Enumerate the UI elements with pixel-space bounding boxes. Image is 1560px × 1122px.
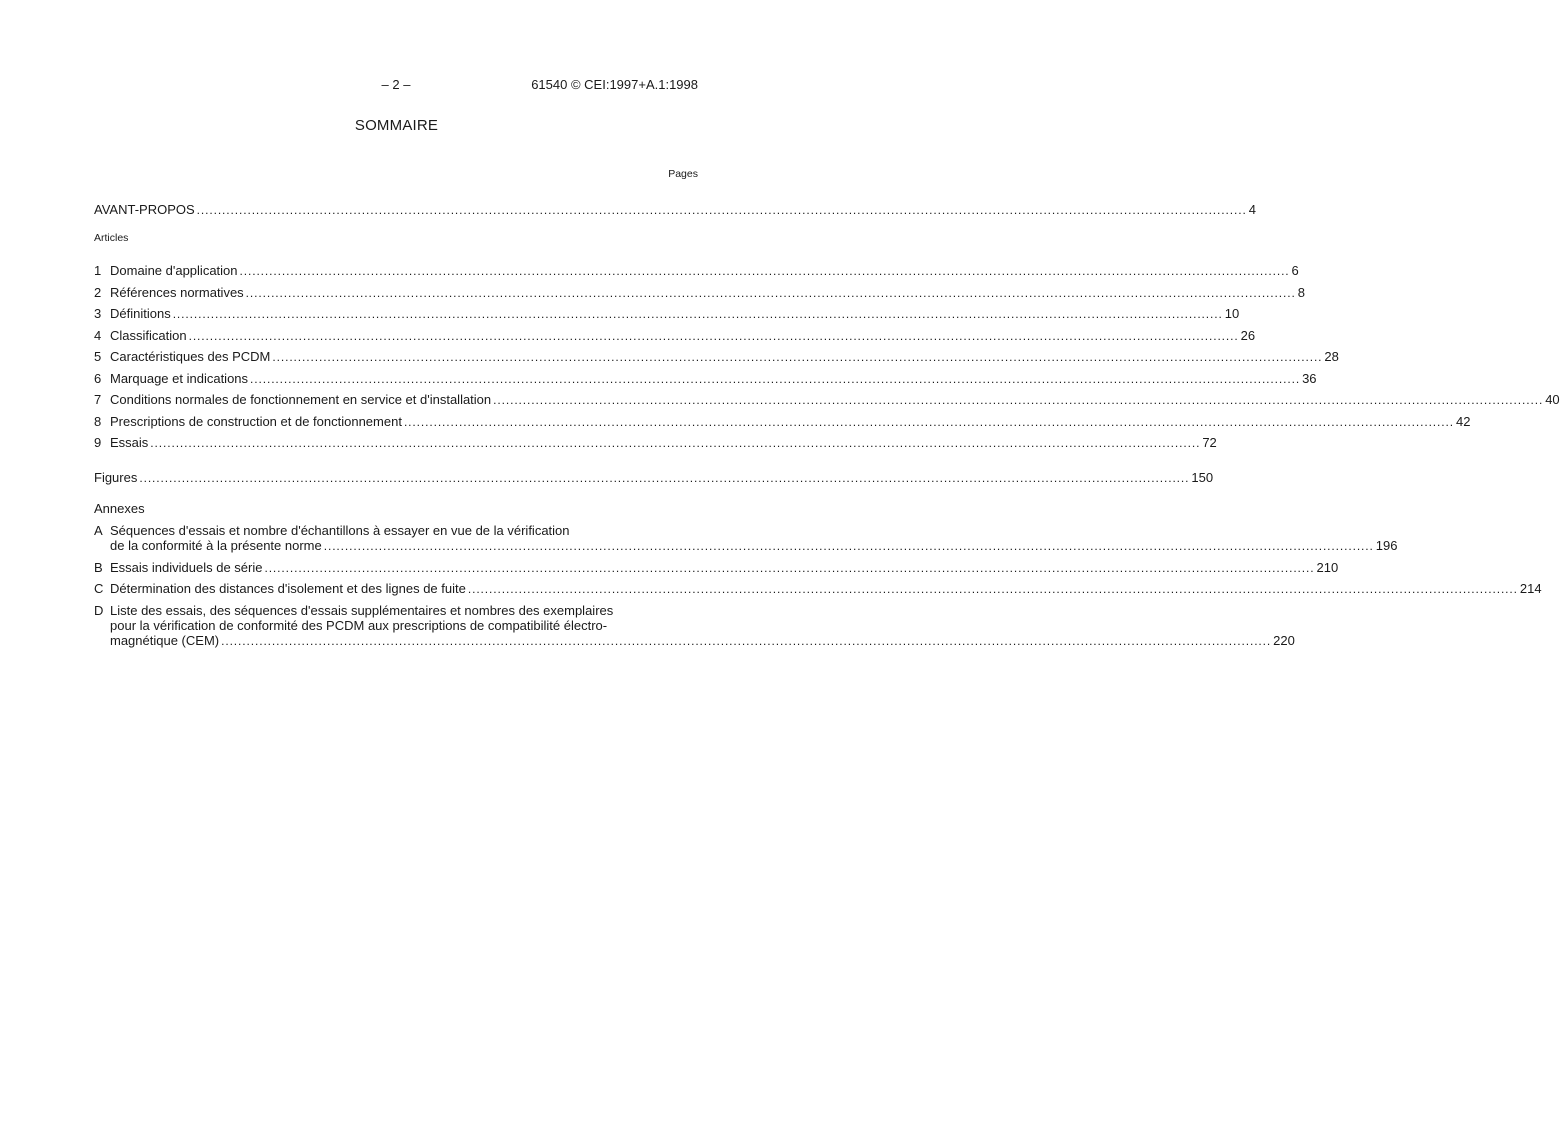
toc-entry-label: Prescriptions de construction et de fonctionnement [110,413,402,429]
dot-leader [272,349,1322,365]
toc-entry-page: 210 [1316,560,1339,575]
annex-letter: B [94,560,103,575]
article-number: 7 [94,392,102,407]
dot-leader [150,435,1200,451]
toc-entry-label: Classification [110,327,187,343]
articles-list [94,263,1560,451]
toc-entry-label: Références normatives [110,284,244,300]
toc-entry-page: 220 [1273,633,1295,648]
toc-figures [94,470,1214,486]
toc-entry-label: Figures [94,470,138,485]
toc-annex-d[interactable] [94,603,1295,648]
dot-leader [197,202,1247,218]
toc-entry-label: Domaine d'application [110,263,238,278]
toc-entry-page: 150 [1191,470,1214,485]
annex-letter: D [94,603,104,618]
toc-entry-label: Essais [110,435,149,450]
toc-foreword [94,202,1256,218]
toc-entry-label: AVANT-PROPOS [94,202,195,217]
toc-entry-page: 72 [1202,435,1217,450]
toc-entry-article[interactable] [94,370,1317,387]
toc-entry-foreword[interactable] [94,202,1256,218]
toc-entry-figures[interactable] [94,470,1214,486]
dot-leader [139,470,1189,486]
article-number: 2 [94,284,102,300]
toc-entry-label-line: pour la vérification de conformité des PCDM aux prescriptions de compatibilité électro- [110,618,608,633]
dot-leader [404,414,1454,430]
toc-entry-article[interactable] [94,392,1560,408]
toc-entry-label: Définitions [110,306,171,321]
toc-entry-article[interactable] [94,327,1256,344]
toc-entry-article[interactable] [94,306,1240,322]
toc-entry-label: Marquage et indications [110,370,249,386]
toc-entry-page: 28 [1324,349,1339,364]
toc-entry-page: 4 [1248,202,1256,217]
toc-entry-article[interactable] [94,284,1305,301]
toc-entry-label: Caractéristiques des PCDM [110,349,271,364]
dot-leader [250,371,1300,387]
toc-entry-last-line [110,538,1397,553]
toc-entry-article[interactable] [94,263,1299,279]
annex-letter: C [94,581,104,596]
toc-entry-last-line [110,633,1295,648]
dot-leader [173,306,1223,322]
toc-entry-page: 196 [1375,538,1398,553]
dot-leader [324,538,1374,554]
article-number: 6 [94,370,102,386]
toc-entry-page: 10 [1224,306,1240,321]
articles-label: Articles [94,232,129,244]
page-number: – 2 – [381,77,411,92]
articles-section-label [94,231,699,245]
article-number: 5 [94,349,102,364]
toc-annex-b[interactable] [94,560,1339,576]
toc-entry-annex [94,560,1339,576]
article-number: 9 [94,435,102,450]
page-title: SOMMAIRE [354,117,439,134]
article-number: 1 [94,263,102,278]
toc-entry-article[interactable] [94,435,1217,451]
annexes-section-label [94,501,699,517]
toc-entry-article[interactable] [94,349,1339,365]
article-number: 3 [94,306,102,321]
toc-entry-label-line: Séquences d'essais et nombre d'échantillons à essayer en vue de la vérification [110,523,570,538]
toc-entry-annex [94,581,1542,597]
toc-entry-page: 40 [1545,392,1560,407]
dot-leader [221,633,1271,649]
article-number: 4 [94,327,102,343]
toc-entry-page: 42 [1455,413,1471,429]
standard-reference: 61540 © CEI:1997+A.1:1998 [531,77,698,92]
toc-entry-page: 214 [1519,581,1542,596]
toc-entry-label-line: Liste des essais, des séquences d'essais supplémentaires et nombres des exemplaires [110,603,614,618]
dot-leader [493,392,1543,408]
toc-entry-label: magnétique (CEM) [110,633,220,648]
annexes-label: Annexes [94,501,145,516]
toc-annex-a[interactable] [94,523,1398,553]
toc-annex-c[interactable] [94,581,1542,597]
toc-entry-page: 6 [1291,263,1299,278]
dot-leader [468,581,1518,597]
toc-entry-label: Conditions normales de fonctionnement en service et d'installation [110,392,492,407]
toc-entry-label: Détermination des distances d'isolement et des lignes de fuite [110,581,466,596]
toc-entry-article[interactable] [94,413,1471,430]
annex-letter: A [94,523,103,538]
toc-entry-page: 36 [1302,370,1317,386]
dot-leader [264,560,1314,576]
article-number: 8 [94,413,102,429]
toc-entry-page: 8 [1297,284,1305,300]
toc-entry-label: Essais individuels de série [110,560,263,575]
dot-leader [189,328,1239,344]
toc-entry-page: 26 [1240,327,1256,343]
dot-leader [240,263,1290,279]
dot-leader [246,285,1296,301]
pages-column-label: Pages [668,168,698,180]
toc-entry-label: de la conformité à la présente norme [110,538,322,553]
